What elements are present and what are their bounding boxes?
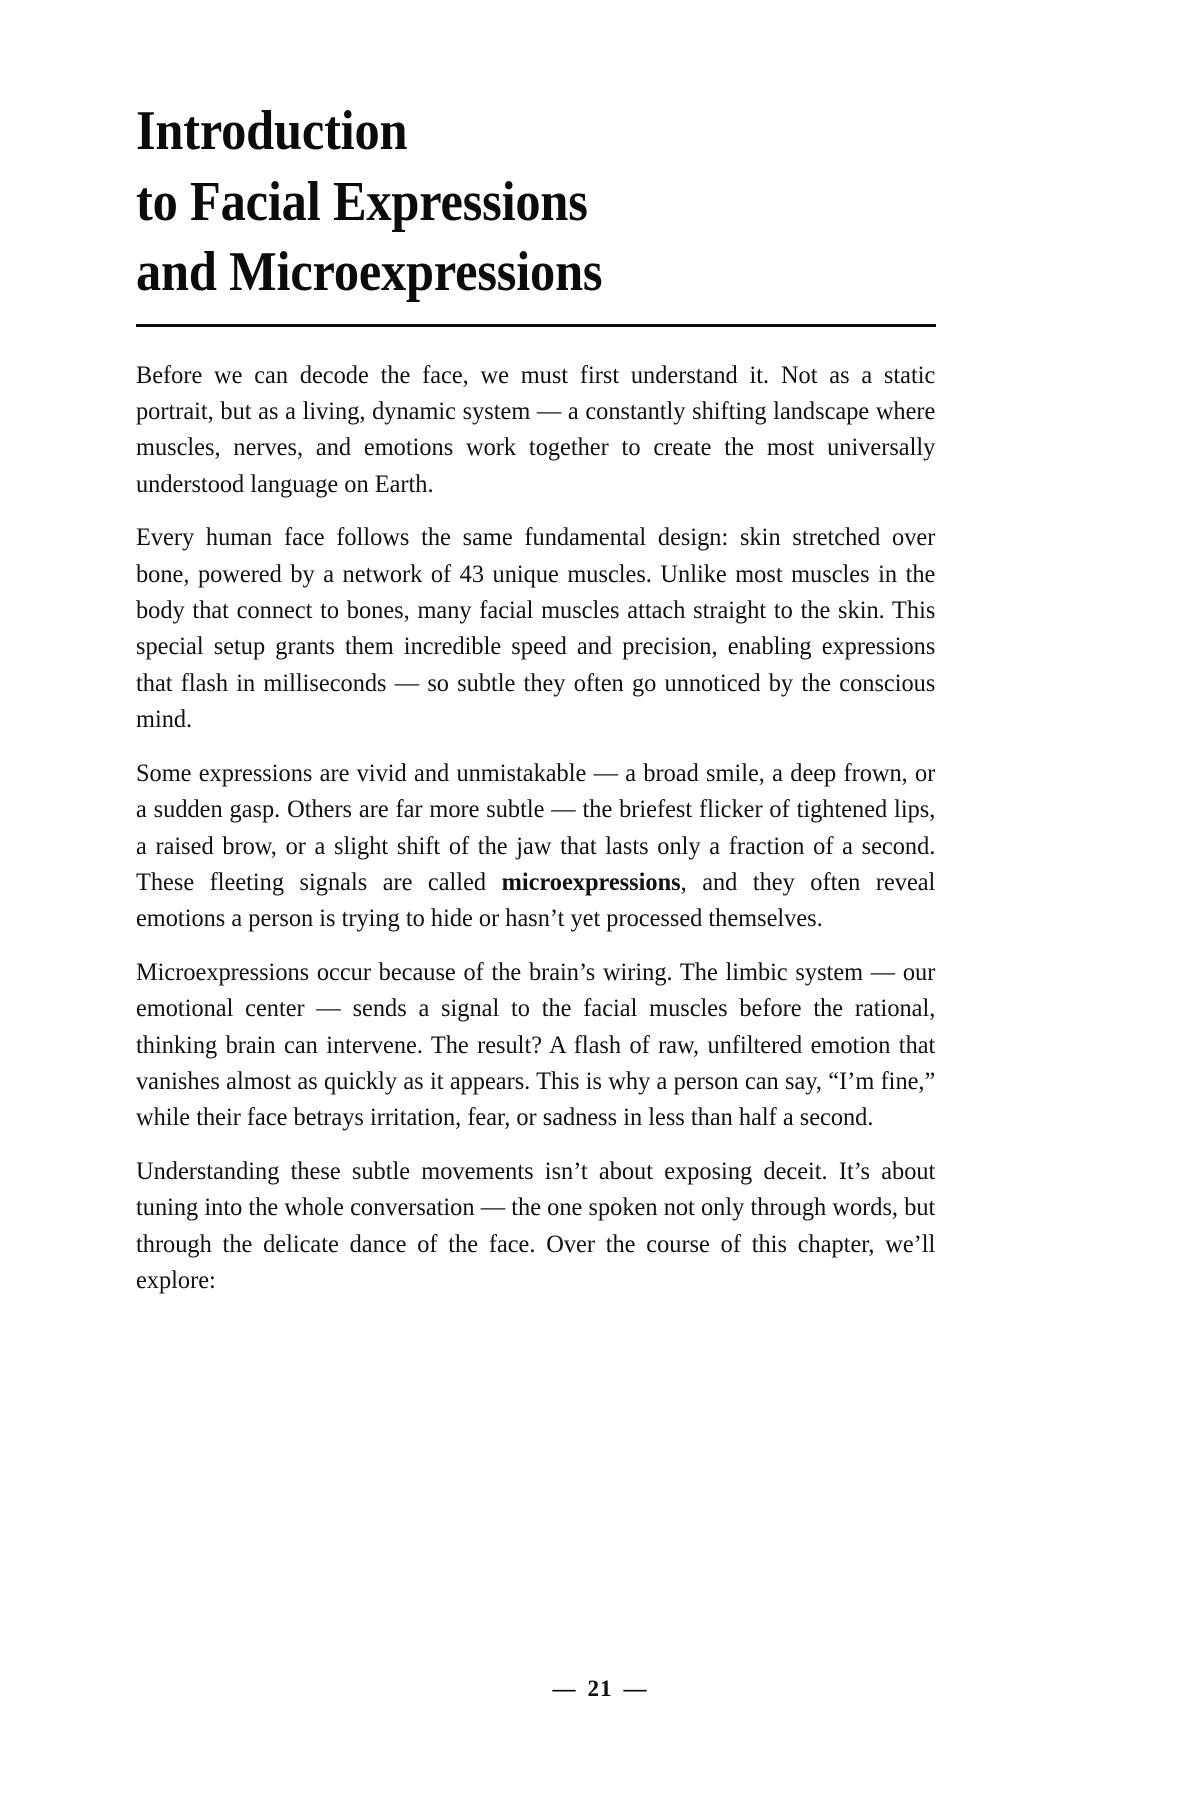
page-title-line-3: and Microexpressions bbox=[136, 241, 603, 304]
page-footer bbox=[0, 1676, 1200, 1702]
paragraph-4: Microexpressions occur because of the brain’s wiring. The limbic system — our emotional center — sends a signal to the facial muscles before the rational, thinking brain can intervene. The result? A flash of raw, unfiltered emotion that vanishes almost as quickly as it appears. This is why a person can say, “I’m fine,” while their face betrays irritation, fear, or sadness in less than half a second. bbox=[136, 956, 936, 1132]
body-text bbox=[136, 357, 936, 1299]
paragraph-3: Some expressions are vivid and unmistakable — a broad smile, a deep frown, or a sudden gasp. Others are far more subtle — the briefest flicker of tightened lips, a raised brow, or a slight shift of the jaw that lasts only a fraction of a second. These fleeting signals are called microexpressions, and they often reveal emotions a person is trying to hide or hasn’t yet processed themselves. bbox=[136, 757, 936, 933]
footer-dash-right: — bbox=[623, 1676, 648, 1701]
page-content bbox=[136, 96, 936, 1298]
page-number: 21 bbox=[587, 1676, 613, 1701]
page-title bbox=[136, 96, 856, 308]
footer-dash-left: — bbox=[552, 1676, 577, 1701]
page-title-line-2: to Facial Expressions bbox=[136, 170, 588, 233]
paragraph-2: Every human face follows the same fundamental design: skin stretched over bone, powered by a network of 43 unique muscles. Unlike most muscles in the body that connect to bones, many facial muscles attach straight to the skin. This special setup grants them incredible speed and precision, enabling expressions that flash in milliseconds — so subtle they often go unnoticed by the conscious mind. bbox=[136, 522, 936, 734]
title-divider-rule bbox=[136, 324, 936, 327]
paragraph-5: Understanding these subtle movements isn’t about exposing deceit. It’s about tuning into the whole conversation — the one spoken not only through words, but through the delicate dance of the face. Over the course of this chapter, we’ll explore: bbox=[136, 1155, 936, 1294]
page-title-line-1: Introduction bbox=[136, 100, 408, 162]
paragraph-1: Before we can decode the face, we must first understand it. Not as a static portrait, but as a living, dynamic system — a constantly shifting landscape where muscles, nerves, and emotions work together to create the most universally understood language on Earth. bbox=[136, 359, 936, 498]
